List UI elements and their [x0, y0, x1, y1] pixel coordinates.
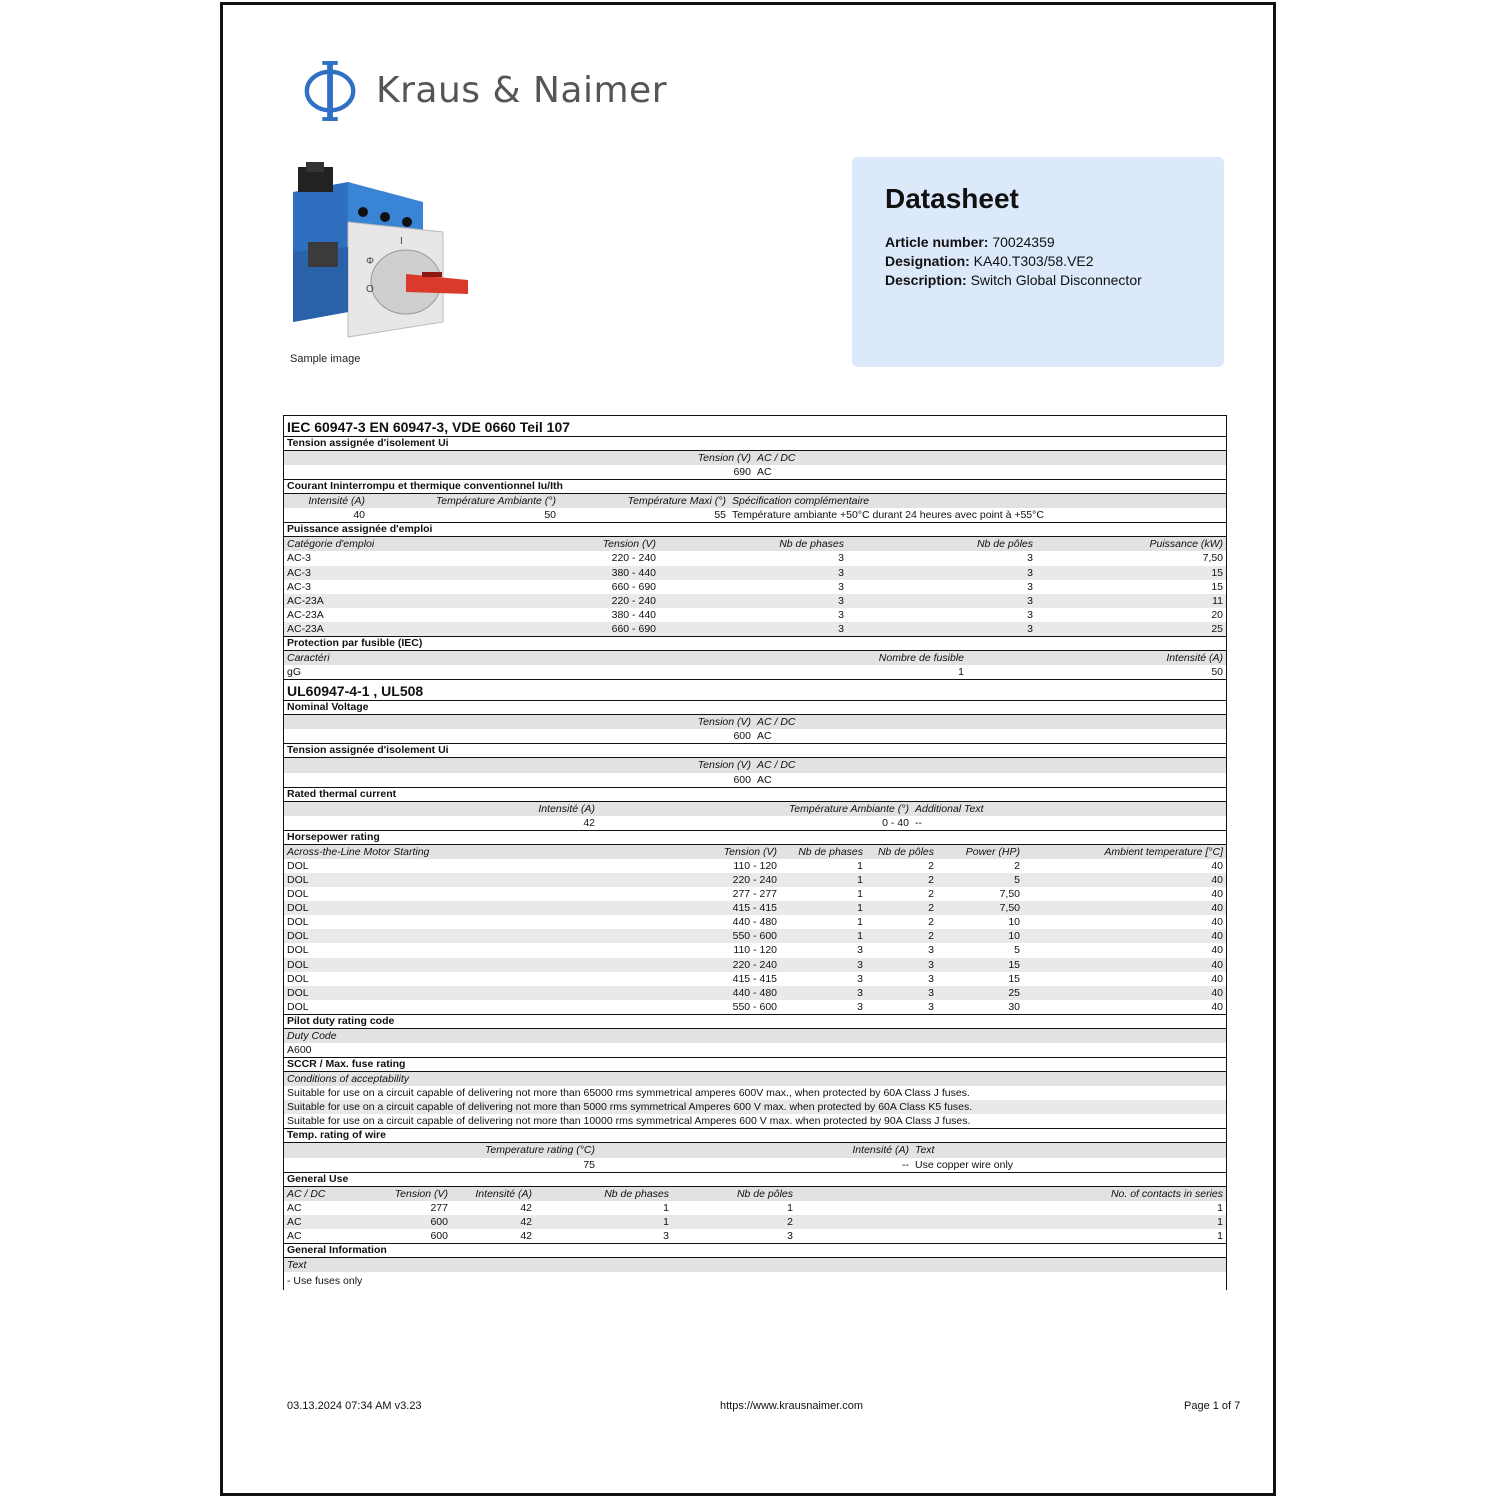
table-cell: 110 - 120 — [733, 859, 777, 872]
table-cell: 40 — [1211, 873, 1223, 886]
table-cell: 3 — [857, 972, 863, 985]
ul-wire-title: Temp. rating of wire — [284, 1129, 1226, 1143]
article-number: Article number: 70024359 — [885, 234, 1055, 250]
table-row — [284, 580, 1226, 594]
table-cell: 600 — [430, 1229, 448, 1242]
table-cell: Suitable for use on a circuit capable of delivering not more than 5000 rms symmetrical Amperes 600 V max. when protected by 60A Class K5 fuses. — [287, 1101, 973, 1114]
table-cell: 550 - 600 — [732, 1000, 777, 1013]
table-cell: AC-3 — [287, 566, 311, 579]
table-cell: AC-23A — [287, 608, 324, 621]
table-cell: 440 - 480 — [732, 916, 777, 929]
table-cell: 1 — [1217, 1215, 1223, 1228]
table-cell: 5 — [1014, 873, 1020, 886]
table-header-row: Tension (V) AC / DC — [284, 715, 1226, 729]
table-cell: 40 — [1211, 1000, 1223, 1013]
table-row — [284, 1201, 1226, 1215]
table-header-row: Tension (V) AC / DC — [284, 758, 1226, 772]
table-cell: DOL — [287, 972, 309, 985]
svg-text:O: O — [366, 284, 374, 295]
description: Description: Switch Global Disconnector — [885, 272, 1142, 288]
table-cell: 11 — [1212, 594, 1223, 607]
table-cell: 3 — [663, 1229, 669, 1242]
table-row: - Use fuses only — [287, 1275, 363, 1288]
table-row — [284, 551, 1226, 565]
table-cell: DOL — [287, 944, 309, 957]
table-cell: 40 — [1211, 930, 1223, 943]
table-row: 600 AC — [284, 729, 1226, 744]
table-header-row: Intensité (A) Température Ambiante (°) Température Maxi (°) Spécification complémentaire — [284, 494, 1226, 508]
disconnector-switch-image — [288, 162, 478, 344]
table-cell: DOL — [287, 1000, 309, 1013]
footer-page-number: Page 1 of 7 — [1184, 1400, 1241, 1412]
table-cell: 1 — [1217, 1201, 1223, 1214]
table-cell: 3 — [857, 958, 863, 971]
table-row — [284, 943, 1226, 957]
table-cell: DOL — [287, 888, 309, 901]
table-cell: AC — [287, 1229, 302, 1242]
table-cell: 15 — [1211, 580, 1223, 593]
table-row — [284, 986, 1226, 1000]
table-header-row: Across-the-Line Motor Starting Tension (V) Nb de phases Nb de pôles Power (HP) Ambient temperature [°C] — [284, 845, 1226, 859]
table-cell: 660 - 690 — [611, 622, 656, 635]
table-cell: 20 — [1211, 608, 1223, 621]
table-cell: 3 — [928, 986, 934, 999]
table-cell: AC-23A — [287, 622, 324, 635]
table-cell: 600 — [430, 1215, 448, 1228]
footer-date: 03.13.2024 07:34 AM v3.23 — [287, 1400, 422, 1412]
table-header-row: Temperature rating (°C) Intensité (A) Text — [284, 1143, 1226, 1157]
table-cell: 30 — [1008, 1000, 1020, 1013]
table-cell: 10 — [1008, 916, 1020, 929]
table-cell: 3 — [838, 580, 844, 593]
ul-general-info-title: General Information — [284, 1244, 1226, 1258]
table-cell: 2 — [1014, 859, 1020, 872]
table-cell: 40 — [1211, 972, 1223, 985]
table-cell: 1 — [857, 902, 863, 915]
table-cell: 2 — [928, 859, 934, 872]
table-cell: 3 — [838, 608, 844, 621]
table-cell: 380 - 440 — [611, 566, 656, 579]
table-header-row: Tension (V) AC / DC — [284, 451, 1226, 465]
table-cell: 40 — [1211, 986, 1223, 999]
table-row — [284, 1100, 1226, 1114]
sample-image-caption: Sample image — [290, 353, 361, 365]
table-cell: 660 - 690 — [611, 580, 656, 593]
table-cell: 220 - 240 — [732, 873, 777, 886]
svg-text:Φ: Φ — [366, 256, 374, 267]
table-header-row: Caractéri Nombre de fusible Intensité (A) — [284, 651, 1226, 665]
table-row — [284, 929, 1226, 943]
table-cell: AC — [287, 1201, 302, 1214]
table-row — [284, 1086, 1226, 1100]
table-cell: DOL — [287, 859, 309, 872]
table-cell: 5 — [1014, 944, 1020, 957]
datasheet-info-box — [852, 157, 1224, 367]
table-cell: 3 — [838, 552, 844, 565]
table-row — [284, 622, 1226, 637]
table-row — [284, 1000, 1226, 1015]
table-cell: 1 — [857, 873, 863, 886]
table-cell: 415 - 415 — [732, 972, 777, 985]
table-cell: 40 — [1211, 944, 1223, 957]
table-row: 600 AC — [284, 773, 1226, 788]
iec-insulation-title: Tension assignée d'isolement Ui — [284, 437, 1226, 451]
table-cell: Suitable for use on a circuit capable of delivering not more than 65000 rms symmetrical amperes 600V max., when protected by 60A Class J fuses. — [287, 1087, 970, 1100]
ul-hp-title: Horsepower rating — [284, 831, 1226, 845]
table-header-row: Text — [284, 1258, 1226, 1272]
table-header-row: Intensité (A) Température Ambiante (°) Additional Text — [284, 802, 1226, 816]
phi-logo-icon — [302, 58, 360, 124]
table-row — [284, 1215, 1226, 1229]
ul-pilot-title: Pilot duty rating code — [284, 1015, 1226, 1029]
table-cell: DOL — [287, 930, 309, 943]
brand-name: Kraus & Naimer — [376, 70, 668, 111]
table-cell: 1 — [857, 930, 863, 943]
table-cell: 15 — [1008, 972, 1020, 985]
ul-sccr-title: SCCR / Max. fuse rating — [284, 1058, 1226, 1072]
ul-nominal-title: Nominal Voltage — [284, 701, 1226, 715]
table-cell: 3 — [928, 972, 934, 985]
table-row — [284, 887, 1226, 901]
table-cell: 2 — [787, 1215, 793, 1228]
table-cell: AC — [287, 1215, 302, 1228]
iec-fuse-title: Protection par fusible (IEC) — [284, 637, 1226, 651]
table-cell: 3 — [838, 566, 844, 579]
table-header-row: Catégorie d'emploi Tension (V) Nb de phases Nb de pôles Puissance (kW) — [284, 537, 1226, 551]
table-cell: DOL — [287, 958, 309, 971]
table-cell: 1 — [787, 1201, 793, 1214]
spec-table — [283, 415, 1227, 1290]
table-cell: 415 - 415 — [732, 902, 777, 915]
table-cell: DOL — [287, 902, 309, 915]
ul-insulation-title: Tension assignée d'isolement Ui — [284, 744, 1226, 758]
table-cell: 2 — [928, 916, 934, 929]
table-header-row: Duty Code — [284, 1029, 1226, 1043]
table-row — [284, 1114, 1226, 1129]
datasheet-title: Datasheet — [885, 183, 1019, 214]
table-cell: AC-3 — [287, 580, 311, 593]
table-cell: 3 — [838, 622, 844, 635]
table-cell: Suitable for use on a circuit capable of delivering not more than 10000 rms symmetrical Amperes 600 V max. when protected by 90A Class J fuses. — [287, 1115, 971, 1128]
table-header-row: AC / DC Tension (V) Intensité (A) Nb de phases Nb de pôles No. of contacts in series — [284, 1187, 1226, 1201]
table-cell: 42 — [520, 1215, 532, 1228]
table-cell: 40 — [1211, 859, 1223, 872]
table-row: 690 AC — [284, 465, 1226, 480]
table-cell: 1 — [857, 859, 863, 872]
table-cell: 380 - 440 — [611, 608, 656, 621]
table-cell: 1 — [663, 1215, 669, 1228]
designation: Designation: KA40.T303/58.VE2 — [885, 253, 1094, 269]
table-cell: 40 — [1211, 916, 1223, 929]
table-cell: 7,50 — [1202, 552, 1223, 565]
iec-current-title: Courant Ininterrompu et thermique conventionnel Iu/Ith — [284, 480, 1226, 494]
table-row — [284, 566, 1226, 580]
table-cell: 7,50 — [999, 888, 1020, 901]
table-cell: 1 — [857, 888, 863, 901]
table-cell: 2 — [928, 888, 934, 901]
table-row: 40 50 55 Température ambiante +50°C durant 24 heures avec point à +55°C — [284, 508, 1226, 523]
table-row: 75 -- Use copper wire only — [284, 1158, 1226, 1173]
table-cell: 40 — [1211, 958, 1223, 971]
table-cell: 2 — [928, 873, 934, 886]
table-cell: 3 — [857, 986, 863, 999]
table-cell: 3 — [857, 944, 863, 957]
table-cell: 277 — [430, 1201, 448, 1214]
ul-general-use-title: General Use — [284, 1173, 1226, 1187]
table-row — [284, 972, 1226, 986]
table-cell: 3 — [1027, 552, 1033, 565]
table-cell: 1 — [1217, 1229, 1223, 1242]
table-cell: 40 — [1211, 888, 1223, 901]
ul-section-title: UL60947-4-1 , UL508 — [284, 680, 1226, 701]
table-cell: 3 — [857, 1000, 863, 1013]
table-cell: DOL — [287, 916, 309, 929]
footer-url[interactable]: https://www.krausnaimer.com — [720, 1400, 864, 1412]
table-cell: 25 — [1008, 986, 1020, 999]
table-cell: 220 - 240 — [611, 552, 656, 565]
table-cell: 220 - 240 — [732, 958, 777, 971]
table-cell: 2 — [928, 902, 934, 915]
table-cell: 7,50 — [999, 902, 1020, 915]
table-cell: 42 — [520, 1229, 532, 1242]
table-row — [284, 901, 1226, 915]
table-cell: 3 — [928, 944, 934, 957]
table-cell: 10 — [1008, 930, 1020, 943]
table-cell: 40 — [1211, 902, 1223, 915]
table-cell: 3 — [1027, 594, 1033, 607]
table-row — [284, 873, 1226, 887]
table-row — [284, 608, 1226, 622]
table-row — [284, 1229, 1226, 1244]
table-cell: 3 — [787, 1229, 793, 1242]
table-cell: 277 - 277 — [732, 888, 777, 901]
table-row: A600 — [284, 1043, 1226, 1058]
table-cell: 3 — [928, 958, 934, 971]
table-cell: 1 — [857, 916, 863, 929]
table-cell: 2 — [928, 930, 934, 943]
table-cell: 15 — [1008, 958, 1020, 971]
table-cell: DOL — [287, 873, 309, 886]
ul-thermal-title: Rated thermal current — [284, 788, 1226, 802]
table-cell: 110 - 120 — [733, 944, 777, 957]
table-row — [284, 594, 1226, 608]
table-cell: 3 — [1027, 580, 1033, 593]
iec-section-title: IEC 60947-3 EN 60947-3, VDE 0660 Teil 107 — [284, 416, 1226, 437]
table-header-row: Conditions of acceptability — [284, 1072, 1226, 1086]
table-cell: 3 — [928, 1000, 934, 1013]
table-cell: 440 - 480 — [732, 986, 777, 999]
table-cell: 3 — [1027, 622, 1033, 635]
table-cell: AC-23A — [287, 594, 324, 607]
table-row: gG 1 50 — [284, 665, 1226, 680]
table-cell: 25 — [1211, 622, 1223, 635]
svg-text:I: I — [400, 236, 403, 247]
table-cell: 3 — [1027, 566, 1033, 579]
table-cell: 1 — [663, 1201, 669, 1214]
table-row — [284, 958, 1226, 972]
table-cell: 15 — [1211, 566, 1223, 579]
table-cell: AC-3 — [287, 552, 311, 565]
table-cell: 3 — [1027, 608, 1033, 621]
table-cell: 3 — [838, 594, 844, 607]
iec-power-title: Puissance assignée d'emploi — [284, 523, 1226, 537]
table-cell: DOL — [287, 986, 309, 999]
table-row — [284, 915, 1226, 929]
table-cell: 42 — [520, 1201, 532, 1214]
table-cell: 550 - 600 — [732, 930, 777, 943]
table-cell: 220 - 240 — [611, 594, 656, 607]
table-row: 42 0 - 40 -- — [284, 816, 1226, 831]
table-row — [284, 859, 1226, 873]
